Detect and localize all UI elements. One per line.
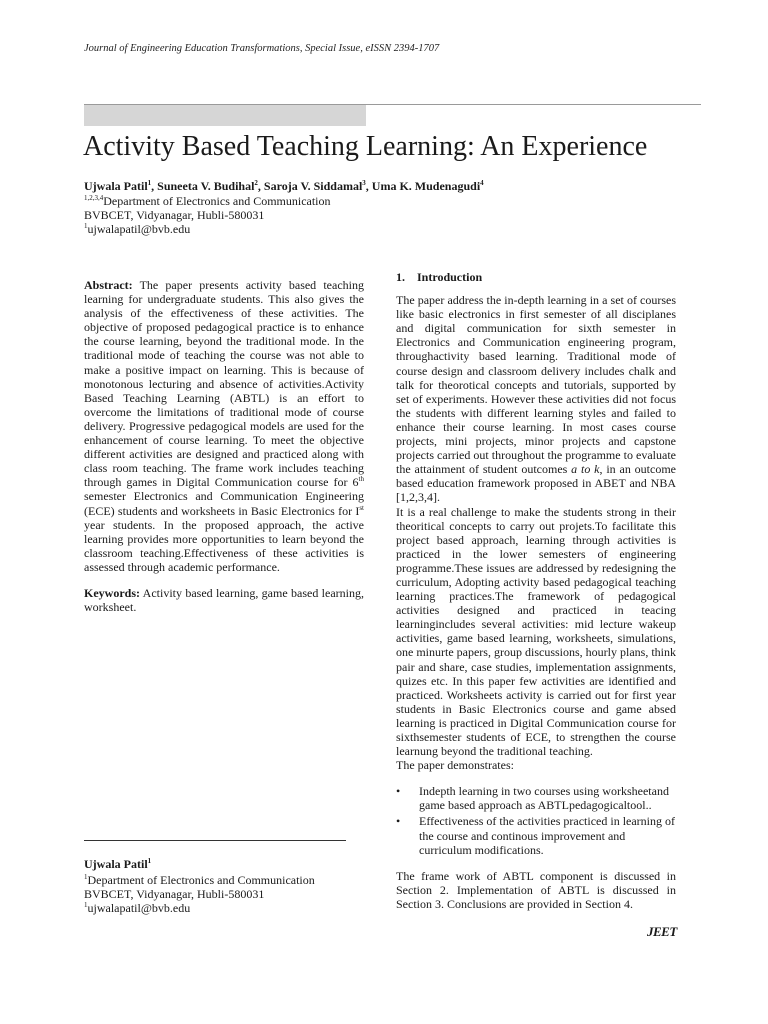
author-sup: 1 <box>147 179 152 187</box>
footnote-email: $^1$ujwalapatil@bvb.edu <box>84 901 191 915</box>
intro-paragraph-4: The frame work of ABTL component is discussed in Section 2. Implementation of ABTL is discussed in Section 3. Conclusions are provided in Section 4. <box>396 868 676 911</box>
list-item: • Indepth learning in two courses using worksheetand game based approach as ABTLpedagogicaltool.. <box>396 784 669 813</box>
bullet-icon: • <box>396 784 401 799</box>
keywords: Keywords: Activity based learning, game based learning, worksheet. <box>84 585 364 615</box>
footnote-department: $^1$Department of Electronics and Communication <box>84 873 315 887</box>
intro-paragraph-2: It is a real challenge to make the students strong in their theoritical concepts to carry out projets.To facilitate this project based approach, learning through activities is practiced in the lower semesters of engineering programme.These issues are addressed by redesigning the curriculum, Adopting activity based pedagogical teaching learning practices.The framework of pedagogical activities designed and practiced in teacing learningincludes several activities: mid lecture wakeup activities, game based learning, worksheets, simulations, one minurte papers, group discussions, hourly plans, think pair and share, case studies, implementation assignments, quizes etc. In this paper few activities are identified and practiced. Worksheets activity is carried out for first year students in Basic Electronics course and game absed learning is practiced in Digital Communication course for sixthsemester students of ECE, to strengthen the course learnung beyond the traditional teaching. <box>396 504 676 759</box>
paper-title: Activity Based Teaching Learning: An Experience <box>83 131 648 162</box>
header-rule <box>84 104 701 105</box>
title-band <box>84 104 366 126</box>
author-sup: 4 <box>480 179 484 187</box>
abstract: Abstract: The paper presents activity based teaching learning for undergraduate students. This also gives the analysis of the effectiveness of these activities. The objective of proposed pedagogical practice is to enhance the course learning, beyond the traditional mode. In the traditional mode of teaching the course was not able to make a positive impact on learning. This is because of monotonous lecturing and absence of activities.Activity Based Teaching Learning (ABTL) is an effort to overcome the limitations of traditional mode of course delivery. Progressive pedagogical models are used for the enhancement of course learning. To meet the objective different activities are designed and practiced along with class room teaching. The frame work includes teaching through games in Digital Communication course for 6th semester Electronics and Communication Engineering (ECE) students and worksheets in Basic Electronics for Ist year students. In the proposed approach, the active learning provides more opportunities to learn beyond the classroom teaching.Effectiveness of these activities is assessed through academic performance. <box>84 278 364 574</box>
affiliation-email: $^1$ujwalapatil@bvb.edu <box>84 222 191 236</box>
list-item: • Effectiveness of the activities practiced in learning of the course and continous improvement and curriculum modifications. <box>396 814 676 857</box>
author-name: Saroja V. Siddamal <box>263 179 363 193</box>
section-heading-introduction: 1. Introduction <box>396 270 483 284</box>
right-column <box>396 270 676 911</box>
keywords-label: Keywords: <box>84 585 140 600</box>
author-sup: 2 <box>254 179 258 187</box>
footnote-address: BVBCET, Vidyanagar, Hubli-580031 <box>84 887 265 901</box>
intro-paragraph-1: The paper address the in-depth learning in a set of courses like basic electronics in first semester of all disciplanes and digital communication for sixth semester in Electronics and Communication engineering program, throughactivity based learning. Traditional mode of course design and classroom delivery includes chalk and talk for theorotical concepts and tutorials, supported by set of experiments. However these activities did not focus the students with different learning styles and failed to enhance their course learning. In most cases course projects, mini projects, minor projects and capstone projects carried out throughout the programme to evaluate the attainment of student outcomes a to k, in an outcome based education framework proposed in ABET and NBA [1,2,3,4]. <box>396 293 676 505</box>
author-sup: 3 <box>362 179 366 187</box>
abstract-label: Abstract: <box>84 278 133 292</box>
affiliation-address: BVBCET, Vidyanagar, Hubli-580031 <box>84 208 265 222</box>
bullet-icon: • <box>396 814 401 829</box>
intro-paragraph-3: The paper demonstrates: <box>396 758 514 773</box>
contribution-list <box>396 784 676 856</box>
footnote-author: Ujwala Patil$^1$ <box>84 857 152 871</box>
footnote-rule <box>84 840 346 841</box>
jeet-logo: JEET <box>647 924 677 939</box>
author-name: Uma K. Mudenagudi <box>371 179 481 193</box>
author-name: Ujwala Patil <box>84 179 148 193</box>
author-name: Suneeta V. Budihal <box>157 179 255 193</box>
affiliation-department: $^{1,2,3,4}$Department of Electronics and Communication <box>84 194 331 208</box>
journal-header: Journal of Engineering Education Transformations, Special Issue, eISSN 2394-1707 <box>84 43 440 54</box>
left-column <box>84 278 364 614</box>
author-list: Ujwala Patil$^1$, Suneeta V. Budihal$^2$, Saroja V. Siddamal$^3$, Uma K. Mudenagudi$^4$ <box>84 179 484 193</box>
